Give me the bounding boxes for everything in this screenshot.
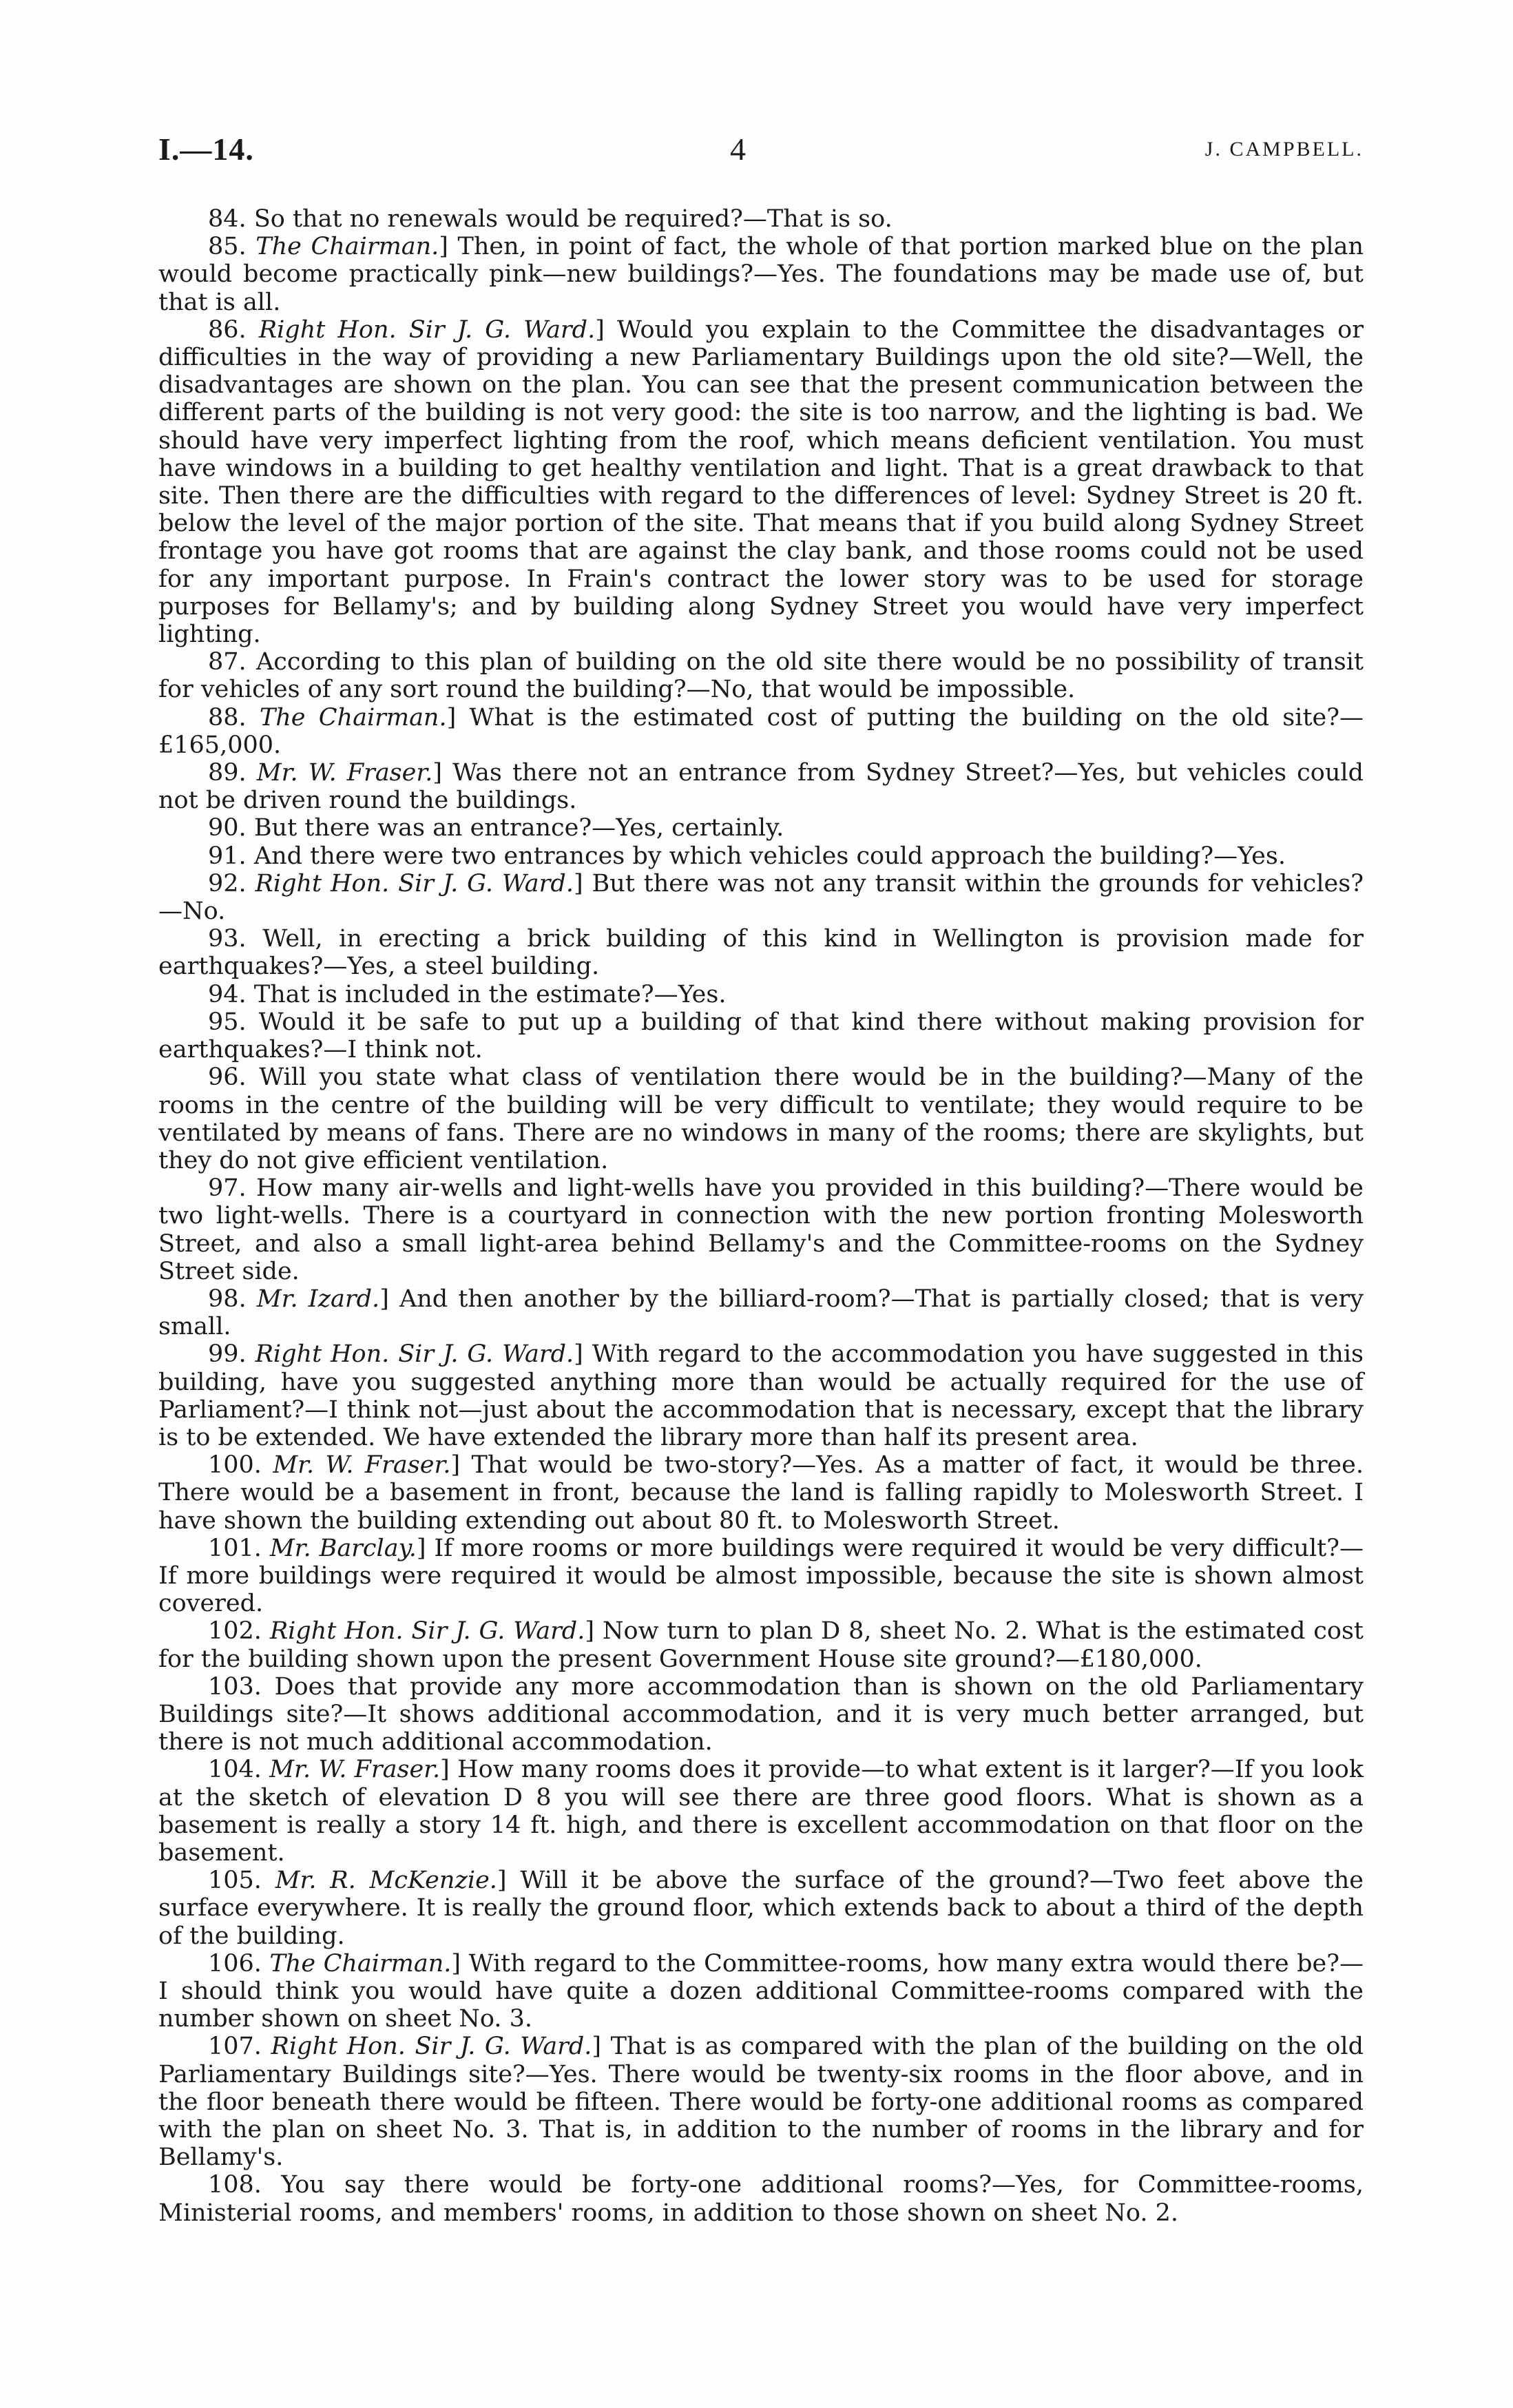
question-number: 108. — [208, 2171, 262, 2199]
speaker-name: Right Hon. Sir J. G. Ward. — [269, 1617, 585, 1646]
question-answer-text: You say there would be forty-one additional rooms?—Yes, for Committee-rooms, Ministerial rooms, and members' rooms, in addition to those shown on sheet No. 2. — [158, 2171, 1364, 2227]
question-number: 93. — [208, 925, 247, 953]
question-number: 86. — [208, 315, 247, 344]
question-number: 84. — [208, 205, 247, 233]
evidence-paragraph: 107. Right Hon. Sir J. G. Ward.] That is as compared with the plan of the building on the old Parliamentary Buildings site?—Yes. There would be twenty-six rooms in the floor above, and in the floor beneath there would be fifteen. There would be forty-one additional rooms as compared with the plan on sheet No. 3. That is, in addition to the number of rooms in the library and for Bellamy's. — [158, 2033, 1364, 2172]
evidence-paragraph: 85. The Chairman.] Then, in point of fact, the whole of that portion marked blue on the plan would become practically pink—new buildings?—Yes. The foundations may be made use of, but that is all. — [158, 233, 1364, 316]
question-answer-text: Will it be above the surface of the ground?—Two feet above the surface everywhere. It is really the ground floor, which extends back to about a third of the depth of the building. — [158, 1867, 1364, 1950]
question-number: 105. — [208, 1867, 262, 1895]
evidence-paragraph — [158, 2171, 1364, 2226]
evidence-paragraph — [158, 814, 1364, 842]
speaker-name: Mr. W. Fraser. — [273, 1451, 451, 1480]
question-number: 85. — [208, 233, 247, 261]
question-answer-text: How many air-wells and light-wells have you provided in this building?—There would be two light-wells. There is a courtyard in connection with the new portion fronting Molesworth Street, and also a small light-area behind Bellamy's and the Committee-rooms on the Sydney Street side. — [158, 1174, 1364, 1285]
question-number: 87. — [208, 648, 247, 676]
question-answer-text: Would it be safe to put up a building of that kind there without making provision for earthquakes?—I think not. — [158, 1008, 1364, 1064]
speaker-name: The Chairman. — [269, 1949, 452, 1978]
question-answer-text: But there was not any transit within the grounds for vehicles?—No. — [158, 869, 1364, 926]
speaker-name: The Chairman. — [255, 233, 439, 261]
question-number: 102. — [208, 1617, 262, 1646]
witness-name: J. CAMPBELL. — [1204, 138, 1364, 160]
evidence-paragraph: 86. Right Hon. Sir J. G. Ward.] Would you explain to the Committee the disadvantages or difficulties in the way of providing a new Parliamentary Buildings upon the old site?—Well, the disadvantages are shown on the plan. You can see that the present communication between the different parts of the building is not very good: the site is too narrow, and the lighting is bad. We should have very imperfect lighting from the roof, which means deficient ventilation. You must have windows in a building to get healthy ventilation and light. That is a great drawback to that site. Then there are the difficulties with regard to the differences of level: Sydney Street is 20 ft. below the level of the major portion of the site. That means that if you build along Sydney Street frontage you have got rooms that are against the clay bank, and those rooms could not be used for any important purpose. In Frain's contract the lower story was to be used for storage purposes for Bellamy's; and by building along Sydney Street you would have very imperfect lighting. — [158, 315, 1364, 649]
page-header — [158, 131, 1364, 172]
question-answer-text: That is included in the estimate?—Yes. — [253, 980, 727, 1008]
evidence-paragraph — [158, 1174, 1364, 1285]
speaker-name: Right Hon. Sir J. G. Ward. — [255, 869, 574, 897]
question-answer-text: So that no renewals would be required?—That is so. — [253, 205, 893, 233]
question-answer-text: If more rooms or more buildings were required it would be very difficult?—If more buildings were required it would be almost impossible, because the site is shown almost covered. — [158, 1534, 1364, 1618]
question-answer-text: Will you state what class of ventilation there would be in the building?—Many of the rooms in the centre of the building will be very difficult to ventilate; they would require to be ventilated by means of fans. There are no windows in many of the rooms; there are skylights, but they do not give efficient ventilation. — [158, 1063, 1364, 1174]
evidence-paragraph — [158, 1008, 1364, 1063]
question-number: 98. — [208, 1285, 247, 1313]
speaker-name: Mr. Izard. — [256, 1285, 380, 1313]
evidence-paragraph: 98. Mr. Izard.] And then another by the billiard-room?—That is partially closed; that is very small. — [158, 1285, 1364, 1341]
page-number: 4 — [730, 132, 746, 167]
report-reference: I.—14. — [158, 132, 254, 167]
question-answer-text: With regard to the Committee-rooms, how many extra would there be?—I should think you would have quite a dozen additional Committee-rooms compared with the number shown on sheet No. 3. — [158, 1949, 1364, 2033]
evidence-paragraph — [158, 981, 1364, 1008]
speaker-name: Mr. R. McKenzie. — [275, 1867, 497, 1895]
question-number: 96. — [208, 1063, 247, 1092]
question-number: 88. — [208, 703, 247, 731]
question-answer-text: Now turn to plan D 8, sheet No. 2. What is the estimated cost for the building shown upon the present Government House site ground?—£180,000. — [158, 1617, 1364, 1673]
question-number: 101. — [208, 1534, 262, 1562]
question-number: 90. — [208, 814, 247, 842]
evidence-paragraph: 92. Right Hon. Sir J. G. Ward.] But there was not any transit within the grounds for vehicles?—No. — [158, 869, 1364, 926]
question-number: 92. — [208, 869, 247, 897]
question-answer-text: What is the estimated cost of putting the building on the old site?—£165,000. — [158, 703, 1364, 759]
evidence-paragraph: 106. The Chairman.] With regard to the Committee-rooms, how many extra would there be?—I should think you would have quite a dozen additional Committee-rooms compared with the number shown on sheet No. 3. — [158, 1949, 1364, 2033]
question-answer-text: According to this plan of building on the old site there would be no possibility of transit for vehicles of any sort round the building?—No, that would be impossible. — [158, 648, 1364, 704]
speaker-name: The Chairman. — [259, 703, 447, 731]
question-answer-text: Well, in erecting a brick building of this kind in Wellington is provision made for earthquakes?—Yes, a steel building. — [158, 925, 1364, 981]
question-answer-text: How many rooms does it provide—to what extent is it larger?—If you look at the sketch of elevation D 8 you will see there are three good floors. What is shown as a basement is really a story 14 ft. high, and there is excellent accommodation on that floor on the basement. — [158, 1756, 1364, 1867]
question-number: 104. — [208, 1756, 262, 1784]
question-number: 99. — [208, 1340, 247, 1369]
question-answer-text: And then another by the billiard-room?—That is partially closed; that is very small. — [158, 1285, 1364, 1341]
question-number: 94. — [208, 980, 247, 1008]
question-number: 95. — [208, 1008, 247, 1036]
question-number: 107. — [208, 2033, 262, 2061]
question-answer-text: With regard to the accommodation you have suggested in this building, have you suggested anything more than would be actually required for the use of Parliament?—I think not—just about the accommodation that is necessary, except that the library is to be extended. We have extended the library more than half its present area. — [158, 1340, 1364, 1451]
evidence-paragraph — [158, 1673, 1364, 1756]
question-number: 100. — [208, 1451, 262, 1480]
question-answer-text: Would you explain to the Committee the disadvantages or difficulties in the way of providing a new Parliamentary Buildings upon the old site?—Well, the disadvantages are shown on the plan. You can see that the present communication between the different parts of the building is not very good: the site is too narrow, and the lighting is bad. We should have very imperfect lighting from the roof, which means deficient ventilation. You must have windows in a building to get healthy ventilation and light. That is a great drawback to that site. Then there are the difficulties with regard to the differences of level: Sydney Street is 20 ft. below the level of the major portion of the site. That means that if you build along Sydney Street frontage you have got rooms that are against the clay bank, and those rooms could not be used for any important purpose. In Frain's contract the lower story was to be used for storage purposes for Bellamy's; and by building along Sydney Street you would have very imperfect lighting. — [158, 315, 1364, 649]
question-number: 97. — [208, 1174, 247, 1203]
evidence-paragraph — [158, 205, 1364, 233]
evidence-paragraph: 102. Right Hon. Sir J. G. Ward.] Now turn to plan D 8, sheet No. 2. What is the estimated cost for the building shown upon the present Government House site ground?—£180,000. — [158, 1617, 1364, 1673]
evidence-paragraph: 104. Mr. W. Fraser.] How many rooms does it provide—to what extent is it larger?—If you look at the sketch of elevation D 8 you will see there are three good floors. What is shown as a basement is really a story 14 ft. high, and there is excellent accommodation on that floor on the basement. — [158, 1756, 1364, 1867]
question-number: 89. — [208, 759, 247, 787]
evidence-paragraph — [158, 1063, 1364, 1174]
question-answer-text: Does that provide any more accommodation than is shown on the old Parliamentary Buildings site?—It shows additional accommodation, and it is very much better arranged, but there is not much additional accommodation. — [158, 1672, 1364, 1756]
evidence-paragraph: 101. Mr. Barclay.] If more rooms or more buildings were required it would be very difficult?—If more buildings were required it would be almost impossible, because the site is shown almost covered. — [158, 1534, 1364, 1618]
evidence-paragraph: 88. The Chairman.] What is the estimated cost of putting the building on the old site?—£165,000. — [158, 703, 1364, 759]
evidence-text — [158, 205, 1364, 2227]
evidence-paragraph: 105. Mr. R. McKenzie.] Will it be above the surface of the ground?—Two feet above the surface everywhere. It is really the ground floor, which extends back to about a third of the depth of the building. — [158, 1867, 1364, 1950]
evidence-paragraph: 89. Mr. W. Fraser.] Was there not an entrance from Sydney Street?—Yes, but vehicles could not be driven round the buildings. — [158, 759, 1364, 815]
speaker-name: Mr. Barclay. — [269, 1534, 417, 1562]
question-answer-text: Was there not an entrance from Sydney Street?—Yes, but vehicles could not be driven round the buildings. — [158, 759, 1364, 815]
evidence-paragraph — [158, 842, 1364, 870]
question-answer-text: And there were two entrances by which vehicles could approach the building?—Yes. — [253, 842, 1286, 870]
evidence-paragraph: 99. Right Hon. Sir J. G. Ward.] With regard to the accommodation you have suggested in this building, have you suggested anything more than would be actually required for the use of Parliament?—I think not—just about the accommodation that is necessary, except that the library is to be extended. We have extended the library more than half its present area. — [158, 1340, 1364, 1451]
question-answer-text: That is as compared with the plan of the building on the old Parliamentary Buildings site?—Yes. There would be twenty-six rooms in the floor above, and in the floor beneath there would be fifteen. There would be forty-one additional rooms as compared with the plan on sheet No. 3. That is, in addition to the number of rooms in the library and for Bellamy's. — [158, 2033, 1364, 2172]
evidence-paragraph: 100. Mr. W. Fraser.] That would be two-story?—Yes. As a matter of fact, it would be three. There would be a basement in front, because the land is falling rapidly to Molesworth Street. I have shown the building extending out about 80 ft. to Molesworth Street. — [158, 1451, 1364, 1535]
question-number: 103. — [208, 1672, 262, 1701]
question-number: 106. — [208, 1949, 262, 1978]
speaker-name: Right Hon. Sir J. G. Ward. — [255, 1340, 574, 1369]
question-number: 91. — [208, 842, 247, 870]
question-answer-text: Then, in point of fact, the whole of that portion marked blue on the plan would become practically pink—new buildings?—Yes. The foundations may be made use of, but that is all. — [158, 233, 1364, 316]
speaker-name: Right Hon. Sir J. G. Ward. — [271, 2033, 592, 2061]
speaker-name: Mr. W. Fraser. — [256, 759, 433, 787]
speaker-name: Right Hon. Sir J. G. Ward. — [258, 315, 596, 344]
question-answer-text: But there was an entrance?—Yes, certainly. — [253, 814, 784, 842]
evidence-paragraph — [158, 648, 1364, 703]
question-answer-text: That would be two-story?—Yes. As a matter of fact, it would be three. There would be a basement in front, because the land is falling rapidly to Molesworth Street. I have shown the building extending out about 80 ft. to Molesworth Street. — [158, 1451, 1364, 1535]
speaker-name: Mr. W. Fraser. — [269, 1756, 441, 1784]
evidence-paragraph — [158, 925, 1364, 980]
